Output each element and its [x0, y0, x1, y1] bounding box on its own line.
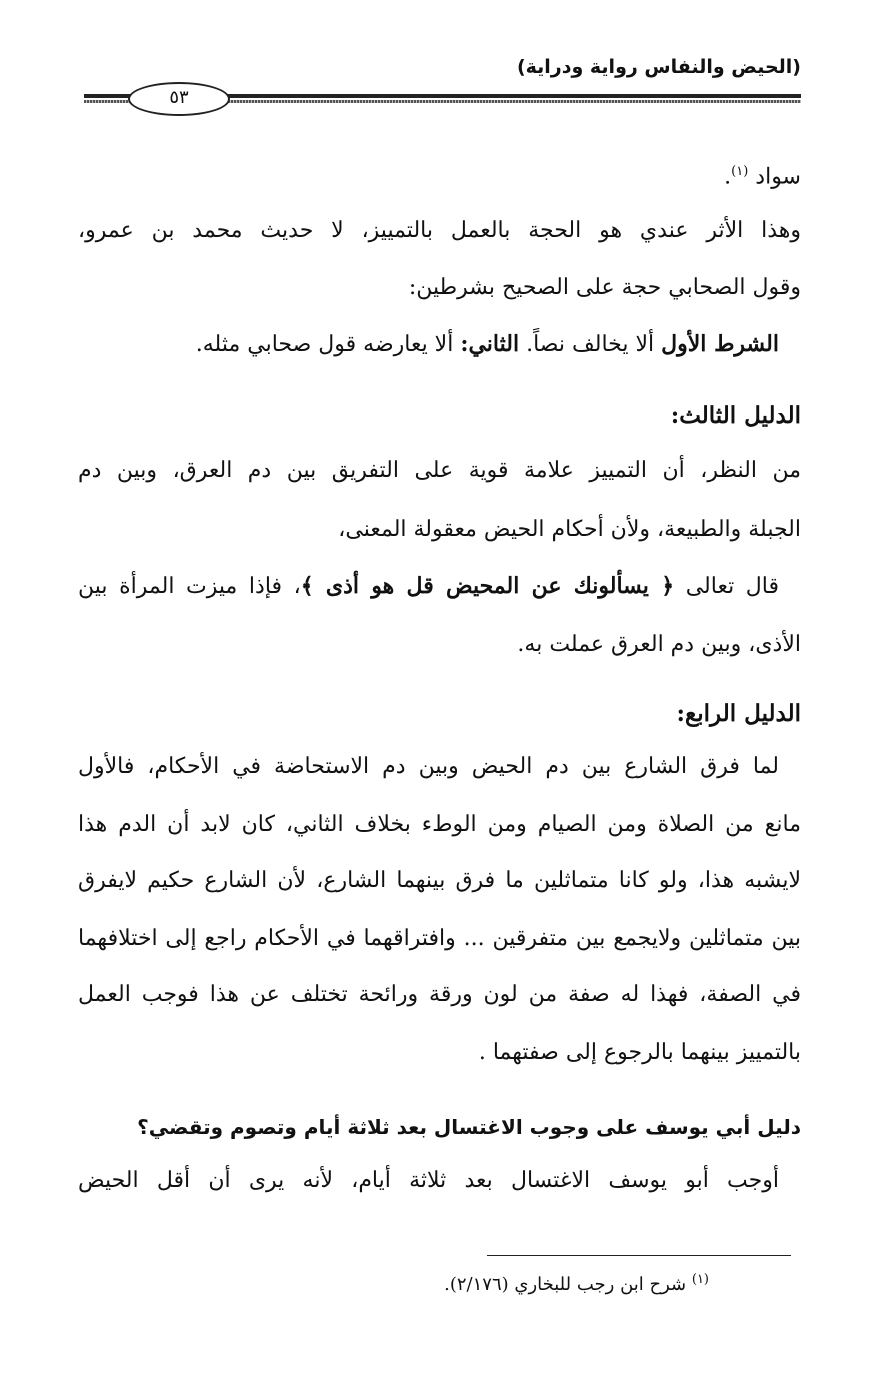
body-line-11: لما فرق الشارع بين دم الحيض وبين دم الاستحاضة في الأحكام، فالأول [78, 754, 779, 779]
footnote-text: شرح ابن رجب للبخاري (٢/١٧٦). [444, 1274, 692, 1295]
quran-verse: ﴿ يسألونك عن المحيض قل هو أذى ﴾ [300, 573, 675, 599]
body-line-1 [78, 152, 801, 197]
body-line-14: بين متماثلين ولايجمع بين متفرقين ... وافتراقهما في الأحكام راجع إلى اختلافهما [78, 926, 801, 951]
condition-two-text: ألا يعارضه قول صحابي مثله. [195, 332, 461, 357]
quran-intro: قال تعالى [674, 574, 780, 599]
footnote-separator [487, 1255, 791, 1256]
heading-fourth-evidence: الدليل الرابع: [676, 700, 801, 727]
line-1-period: . [724, 164, 732, 190]
body-line-7: الجبلة والطبيعة، ولأن أحكام الحيض معقولة المعنى، [338, 517, 801, 542]
page-number: ٥٣ [128, 82, 230, 116]
body-line-3: وقول الصحابي حجة على الصحيح بشرطين: [408, 275, 801, 300]
heading-third-evidence: الدليل الثالث: [670, 402, 801, 429]
heading-abu-yusuf: دليل أبي يوسف على وجوب الاغتسال بعد ثلاثة أيام وتصوم وتقضي؟ [137, 1115, 801, 1139]
body-line-4 [78, 324, 779, 365]
body-line-2: وهذا الأثر عندي هو الحجة بالعمل بالتمييز، لا حديث محمد بن عمرو، [78, 218, 801, 243]
footnote-number: (١) [691, 1272, 709, 1287]
footnote [444, 1272, 709, 1295]
body-line-8 [78, 566, 779, 607]
quran-after: ، فإذا ميزت المرأة بين [78, 574, 301, 599]
body-line-12: مانع من الصلاة ومن الصيام ومن الوطء بخلاف الثاني، كان لابد أن الدم هذا [78, 812, 801, 837]
body-line-15: في الصفة، فهذا له صفة من لون ورقة ورائحة تختلف عن هذا فوجب العمل [78, 982, 801, 1007]
body-line-16: بالتمييز بينهما بالرجوع إلى صفتهما . [478, 1040, 801, 1065]
body-line-13: لايشبه هذا، ولو كانا متماثلين ما فرق بينهما الشارع، لأن الشارع حكيم لايفرق [78, 868, 801, 893]
body-line-9: الأذى، وبين دم العرق عملت به. [517, 632, 801, 657]
running-header-title: (الحيض والنفاس رواية ودراية) [516, 56, 801, 78]
body-line-6: من النظر، أن التمييز علامة قوية على التفريق بين دم العرق، وبين دم [78, 458, 801, 483]
body-line-18: أوجب أبو يوسف الاغتسال بعد ثلاثة أيام، لأنه يرى أن أقل الحيض [78, 1168, 780, 1193]
line-1-text: سواد [755, 164, 801, 190]
footnote-ref-marker: (١) [731, 164, 749, 179]
condition-one-text: ألا يخالف نصاً. [519, 332, 662, 357]
condition-one-label: الشرط الأول [661, 331, 779, 357]
condition-two-label: الثاني: [460, 331, 520, 357]
